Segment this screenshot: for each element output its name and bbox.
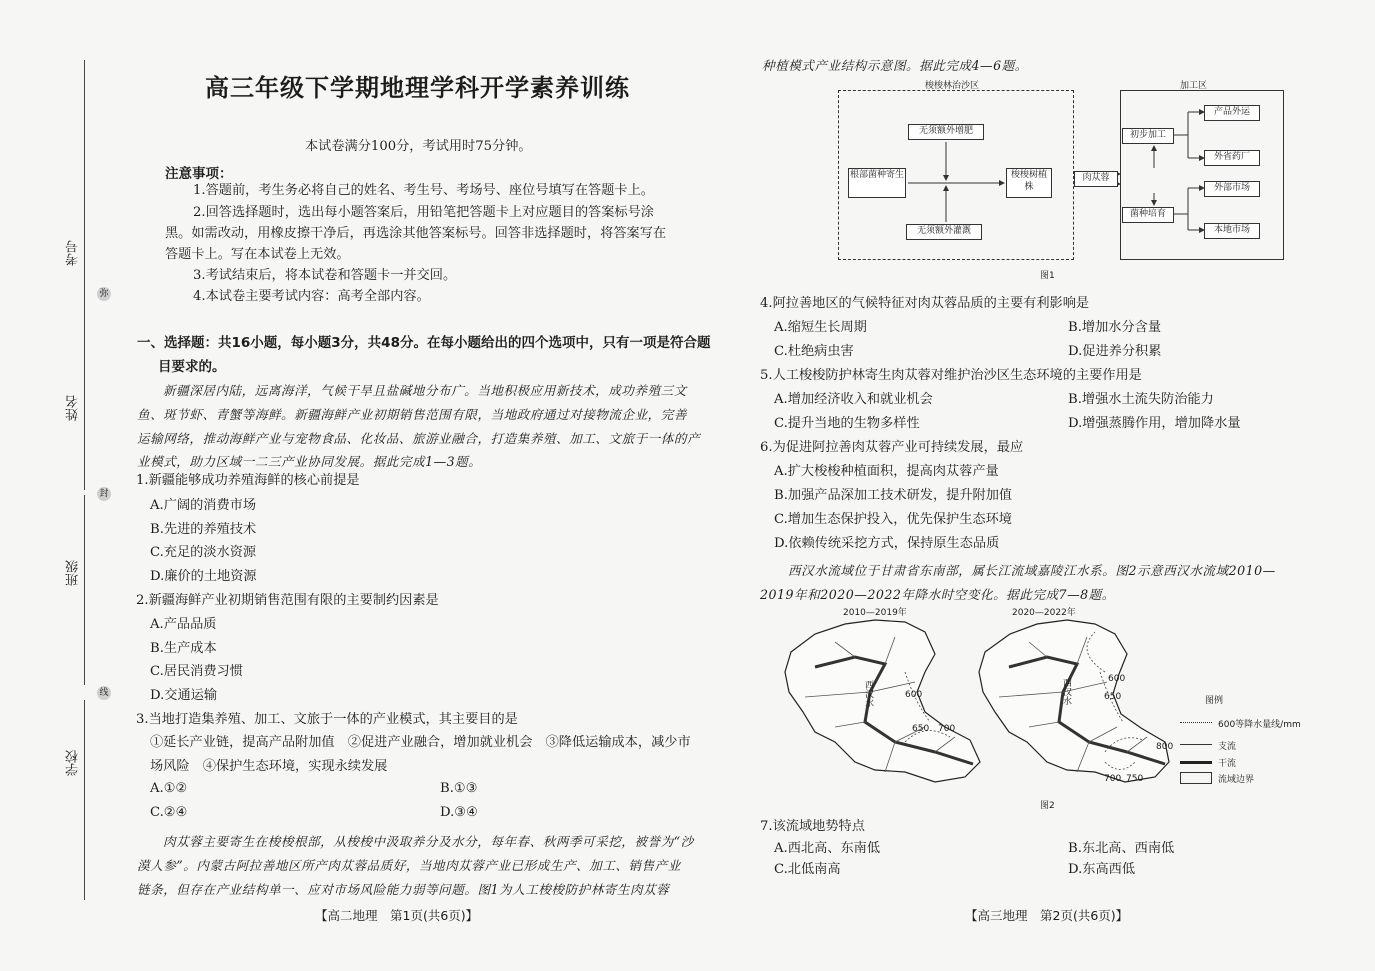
isohyet-label: 600 [1108, 674, 1126, 684]
passage-line: 肉苁蓉主要寄生在梭梭根部，从梭梭中汲取养分及水分，每年春、秋两季可采挖，被誉为“沙 [163, 834, 694, 849]
class-label: 班级 [66, 560, 81, 586]
binding-line [84, 700, 85, 900]
zone-label: 加工区 [1180, 81, 1208, 91]
option: D.③④ [440, 805, 478, 820]
page-footer: 【高三地理 第2页(共6页)】 [965, 908, 1129, 923]
initial-processing-box: 初步加工 [1122, 128, 1174, 144]
page-title: 高三年级下学期地理学科开学素养训练 [205, 74, 630, 102]
passage-line: 运输网络，推动海鲜产业与宠物食品、化妆品、旅游业融合，打造集养殖、加工、文旅于一体的产 [137, 431, 701, 446]
isohyet-label: 800 [1156, 742, 1174, 752]
notice-line: 2.回答选择题时，选出每小题答案后，用铅笔把答题卡上对应题目的答案标号涂 [193, 205, 654, 220]
isohyet-label: 600 [905, 690, 923, 700]
option: B.东北高、西南低 [1068, 841, 1175, 856]
fungus-cultivation-box: 菌种培育 [1122, 207, 1174, 223]
passage-line: 种植模式产业结构示意图。据此完成4—6题。 [762, 58, 1028, 73]
local-market-box: 本地市场 [1204, 223, 1260, 239]
river-label: 西汉水 [1061, 678, 1071, 705]
option: C.杜绝病虫害 [774, 344, 854, 359]
question-line: ①延长产业链，提高产品附加值 ②促进产业融合，增加就业机会 ③降低运输成本，减少市 [150, 735, 691, 750]
notice-line: 1.答题前，考生务必将自己的姓名、考生号、考场号、座位号填写在答题卡上。 [193, 183, 654, 198]
zone-label: 梭梭林治沙区 [925, 81, 980, 91]
notice-line: 3.考试结束后，将本试卷和答题卡一并交回。 [193, 268, 457, 283]
question-stem: 6.为促进阿拉善肉苁蓉产业可持续发展，最应 [760, 440, 1024, 455]
figure-caption: 图2 [1040, 801, 1055, 811]
root-fungus-box: 根部菌种寄生 [848, 168, 906, 198]
seal-mark: 线 [97, 686, 111, 700]
passage-line: 链条，但存在产业结构单一、应对市场风险能力弱等问题。图1为人工梭梭防护林寄生肉苁蓉 [137, 882, 670, 897]
option: A.扩大梭梭种植面积，提高肉苁蓉产量 [774, 464, 999, 479]
legend-item: 流域边界 [1218, 775, 1255, 785]
exam-number-label: 考号 [66, 240, 81, 266]
page-footer: 【高二地理 第1页(共6页)】 [315, 908, 479, 923]
watershed-maps [775, 612, 1175, 792]
notice-line: 黑。如需改动，用橡皮擦干净后，再选涂其他答案标号。回答非选择题时，将答案写在 [165, 226, 667, 241]
option: C.②④ [150, 805, 188, 820]
passage-line: 西汉水流域位于甘肃省东南部，属长江流域嘉陵江水系。图2示意西汉水流域2010— [788, 563, 1276, 578]
product-shipping-box: 产品外运 [1204, 105, 1260, 121]
question-stem: 4.阿拉善地区的气候特征对肉苁蓉品质的主要有利影响是 [760, 296, 1090, 311]
other-province-pharma-box: 外省药厂 [1204, 150, 1260, 166]
question-line: 场风险 ④保护生态环境，实现永续发展 [150, 759, 388, 774]
question-stem: 5.人工梭梭防护林寄生肉苁蓉对维护治沙区生态环境的主要作用是 [760, 368, 1142, 383]
saxaul-plant-box: 梭梭树植株 [1006, 168, 1052, 198]
option: C.增加生态保护投入，优先保护生态环境 [774, 512, 1012, 527]
exam-info: 本试卷满分100分，考试用时75分钟。 [305, 139, 532, 154]
tributary-symbol [1180, 744, 1212, 745]
option: A.缩短生长周期 [774, 320, 867, 335]
option: D.廉价的土地资源 [150, 569, 257, 584]
option: A.西北高、东南低 [774, 841, 881, 856]
option: B.增强水土流失防治能力 [1068, 392, 1214, 407]
legend-item: 干流 [1218, 759, 1237, 769]
passage-line: 漠人参”。内蒙古阿拉善地区所产肉苁蓉品质好，当地肉苁蓉产业已形成生产、加工、销售产业 [137, 858, 681, 873]
option: B.加强产品深加工技术研发，提升附加值 [774, 488, 1013, 503]
figure-caption: 图1 [1040, 271, 1055, 281]
legend-item: 600等降水量线/mm [1218, 720, 1301, 730]
option: D.增强蒸腾作用，增加降水量 [1068, 416, 1241, 431]
option: C.北低南高 [774, 862, 841, 877]
notice-line: 答题卡上。写在本试卷上无效。 [165, 247, 350, 262]
map-title: 2010—2019年 [843, 608, 907, 618]
external-market-box: 外部市场 [1204, 181, 1260, 197]
option: D.促进养分积累 [1068, 344, 1162, 359]
option: A.广阔的消费市场 [150, 498, 257, 513]
option: A.①② [150, 781, 188, 796]
option: D.交通运输 [150, 688, 218, 703]
option: D.依赖传统采挖方式，保持原生态品质 [774, 536, 1000, 551]
seal-mark: 封 [97, 487, 111, 501]
section-heading: 一、选择题：共16小题，每小题3分，共48分。在每小题给出的四个选项中，只有一项是符合题 [137, 335, 711, 351]
main-river-symbol [1180, 761, 1212, 764]
isohyet-label: 750 [1126, 774, 1144, 784]
seal-mark: 弥 [97, 287, 111, 301]
no-irrigation-box: 无须额外灌溉 [906, 224, 982, 240]
question-stem: 3.当地打造集养殖、加工、文旅于一体的产业模式，其主要目的是 [136, 712, 518, 727]
map-title: 2020—2022年 [1012, 608, 1076, 618]
isohyet-symbol [1180, 722, 1212, 723]
option: B.增加水分含量 [1068, 320, 1162, 335]
river-label: 西汉水 [863, 680, 873, 707]
boundary-symbol [1180, 772, 1212, 784]
option: A.增加经济收入和就业机会 [774, 392, 933, 407]
name-label: 姓名 [66, 395, 81, 421]
binding-line [84, 60, 85, 310]
question-stem: 1.新疆能够成功养殖海鲜的核心前提是 [136, 473, 360, 488]
notice-heading: 注意事项： [165, 166, 233, 182]
option: C.提升当地的生物多样性 [774, 416, 920, 431]
no-fertilizer-box: 无须额外增肥 [908, 124, 984, 140]
binding-line [84, 495, 85, 685]
school-label: 学校 [66, 750, 81, 776]
option: C.居民消费习惯 [150, 664, 243, 679]
option: B.①③ [440, 781, 478, 796]
isohyet-label: 650 [1104, 692, 1122, 702]
passage-line: 业模式，助力区域一二三产业协同发展。据此完成1—3题。 [137, 454, 482, 469]
cistanche-box: 肉苁蓉 [1074, 171, 1118, 187]
option: A.产品品质 [150, 617, 217, 632]
isohyet-label: 700 [938, 724, 956, 734]
passage-line: 2019年和2020—2022年降水时空变化。据此完成7—8题。 [760, 587, 1115, 602]
legend-title: 图例 [1205, 696, 1224, 706]
option: D.东高西低 [1068, 862, 1136, 877]
option: C.充足的淡水资源 [150, 545, 257, 560]
binding-line [84, 310, 85, 490]
passage-line: 鱼、斑节虾、青蟹等海鲜。新疆海鲜产业初期销售范围有限，当地政府通过对接物流企业，完善 [137, 407, 687, 422]
question-stem: 2.新疆海鲜产业初期销售范围有限的主要制约因素是 [136, 593, 439, 608]
notice-line: 4.本试卷主要考试内容：高考全部内容。 [193, 289, 430, 304]
option: B.生产成本 [150, 641, 217, 656]
passage-line: 新疆深居内陆，远离海洋，气候干旱且盐碱地分布广。当地积极应用新技术，成功养殖三文 [163, 383, 687, 398]
question-stem: 7.该流域地势特点 [760, 819, 865, 834]
isohyet-label: 650 [912, 724, 930, 734]
legend-item: 支流 [1218, 742, 1237, 752]
isohyet-label: 700 [1104, 774, 1122, 784]
section-heading: 目要求的。 [158, 359, 226, 375]
option: B.先进的养殖技术 [150, 522, 257, 537]
